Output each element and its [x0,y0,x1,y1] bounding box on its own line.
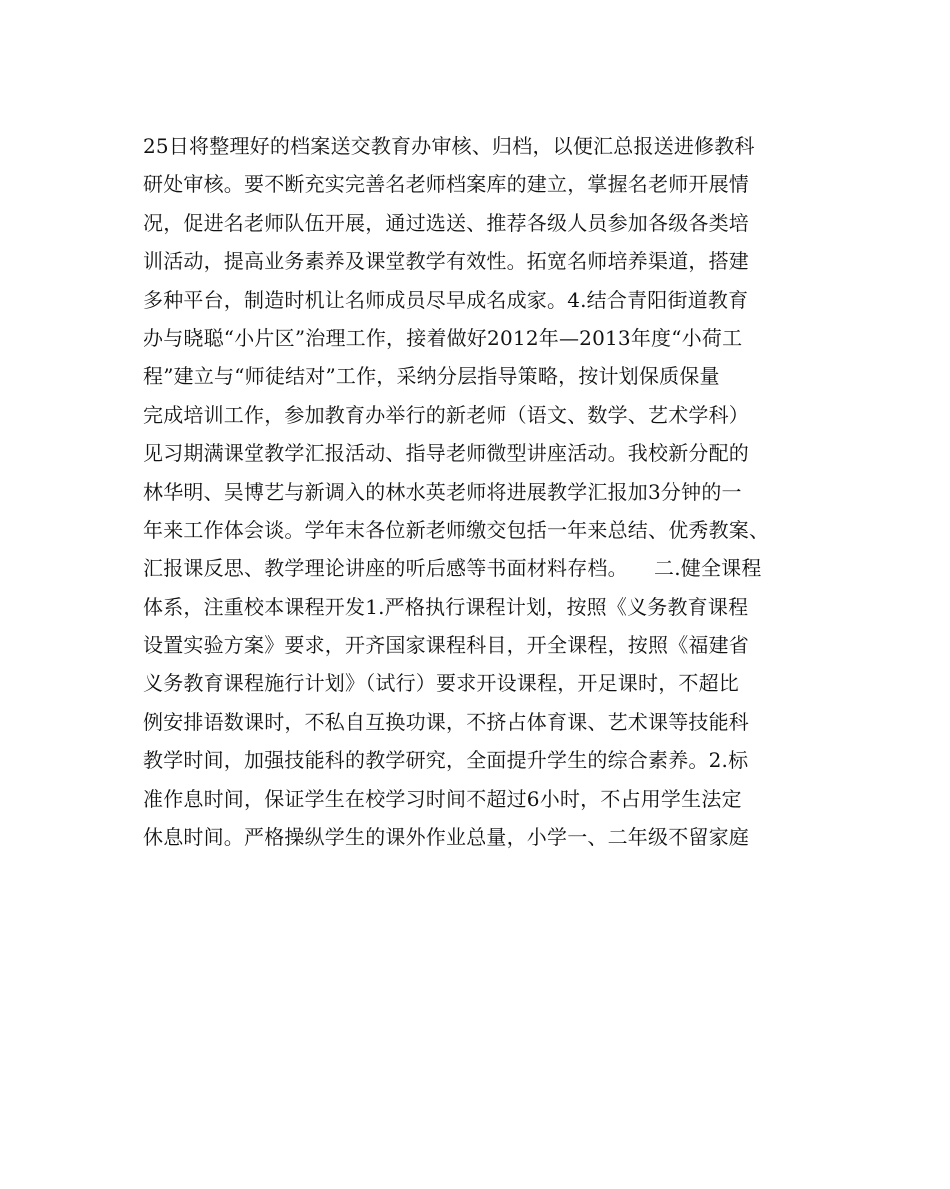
text-line-15: 义务教育课程施行计划》（试行）要求开设课程，开足课时，不超比 [143,671,739,696]
text-line-8: 完成培训工作，参加教育办举行的新老师（语文、数学、艺术学科） [143,402,749,427]
text-line-6: 办与晓聪“小片区”治理工作，接着做好2012年—2013年度“小荷工 [143,325,743,350]
text-line-16: 例安排语数课时，不私自互换功课，不挤占体育课、艺术课等技能科 [143,709,749,734]
text-line-19: 休息时间。严格操纵学生的课外作业总量，小学一、二年级不留家庭 [143,825,749,850]
text-line-12: 汇报课反思、教学理论讲座的听后感等书面材料存档。 二.健全课程 [143,556,762,581]
text-line-2: 研处审核。要不断充实完善名老师档案库的建立，掌握名老师开展情 [143,172,749,197]
text-line-4: 训活动，提高业务素养及课堂教学有效性。拓宽名师培养渠道，搭建 [143,249,749,274]
text-line-14: 设置实验方案》要求，开齐国家课程科目，开全课程，按照《福建省 [143,633,749,658]
text-line-10: 林华明、吴博艺与新调入的林水英老师将进展教学汇报加3分钟的一 [143,479,742,504]
text-line-17: 教学时间，加强技能科的教学研究，全面提升学生的综合素养。2.标 [143,748,749,773]
text-line-11: 年来工作体会谈。学年末各位新老师缴交包括一年来总结、优秀教案、 [143,517,770,542]
text-line-9: 见习期满课堂教学汇报活动、指导老师微型讲座活动。我校新分配的 [143,441,749,466]
text-line-18: 准作息时间，保证学生在校学习时间不超过6小时，不占用学生法定 [143,786,742,811]
text-line-7: 程”建立与“师徒结对”工作，采纳分层指导策略，按计划保质保量 [143,364,720,389]
body-text [143,127,823,856]
text-line-13: 体系，注重校本课程开发1.严格执行课程计划，按照《义务教育课程 [143,594,749,619]
text-line-5: 多种平台，制造时机让名师成员尽早成名成家。4.结合青阳街道教育 [143,287,749,312]
text-line-3: 况，促进名老师队伍开展，通过选送、推荐各级人员参加各级各类培 [143,210,749,235]
text-line-1: 25日将整理好的档案送交教育办审核、归档，以便汇总报送进修教科 [143,134,755,158]
